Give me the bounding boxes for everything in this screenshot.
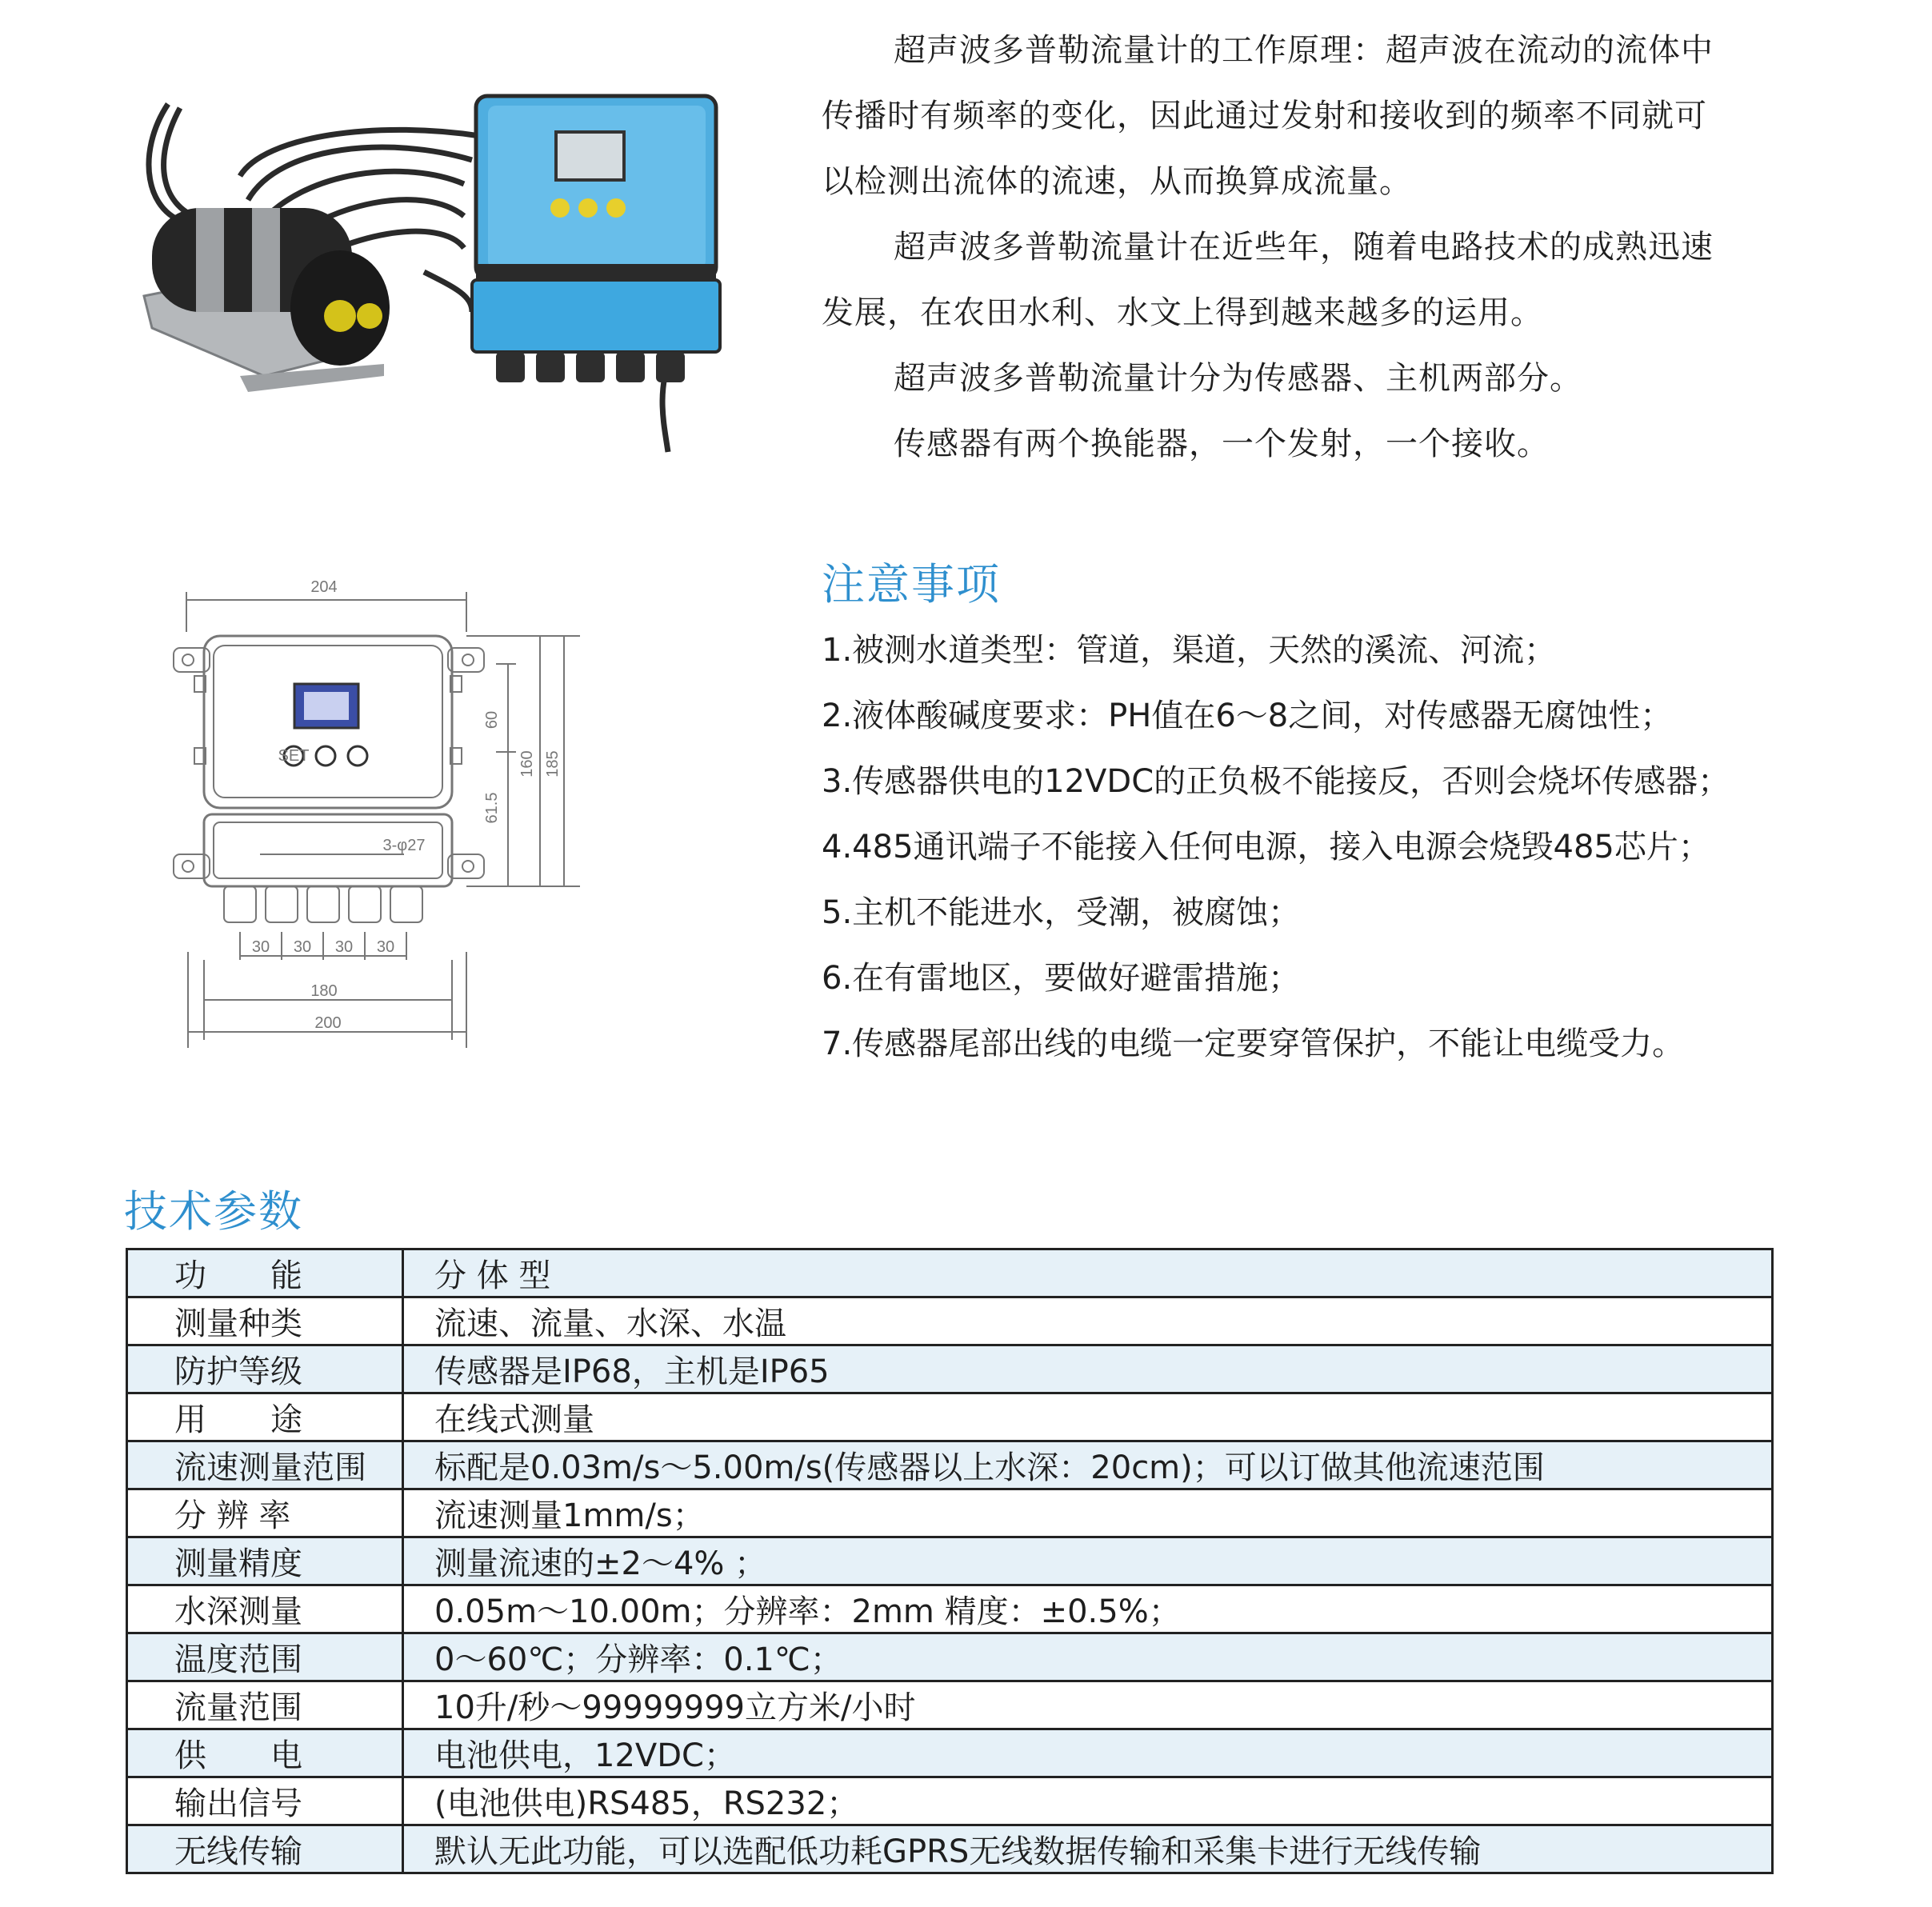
- spec-key: 流速测量范围: [127, 1441, 403, 1489]
- notes-title: 注意事项: [822, 559, 1001, 610]
- spec-key: 温度范围: [127, 1633, 403, 1681]
- dim-180-label: 180: [310, 982, 338, 1000]
- spec-value: 在线式测量: [403, 1393, 1773, 1441]
- spec-key: 功 能: [127, 1249, 403, 1297]
- table-row: [127, 1729, 1773, 1777]
- spec-key: 水深测量: [127, 1585, 403, 1633]
- spec-value: 0～60℃；分辨率：0.1℃；: [403, 1633, 1773, 1681]
- dim-30d-label: 30: [376, 938, 395, 956]
- table-row: [127, 1297, 1773, 1345]
- dim-185-label: 185: [544, 750, 562, 778]
- intro-section: [822, 18, 1782, 477]
- table-row: [127, 1633, 1773, 1681]
- intro-line: 传播时有频率的变化，因此通过发射和接收到的频率不同就可: [822, 98, 1707, 134]
- spec-value: 传感器是IP68，主机是IP65: [403, 1345, 1773, 1393]
- product-photo: [120, 88, 744, 464]
- spec-key: 防护等级: [127, 1345, 403, 1393]
- note-item: 2.液体酸碱度要求：PH值在6～8之间，对传感器无腐蚀性；: [822, 698, 1673, 734]
- spec-value: 0.05m～10.00m；分辨率：2mm 精度：±0.5%；: [403, 1585, 1773, 1633]
- table-row: [127, 1441, 1773, 1489]
- note-item: 4.485通讯端子不能接入任何电源，接入电源会烧毁485芯片；: [822, 829, 1710, 866]
- intro-line: 超声波多普勒流量计在近些年，随着电路技术的成熟迅速: [894, 229, 1714, 266]
- intro-line: 超声波多普勒流量计分为传感器、主机两部分。: [894, 360, 1582, 397]
- spec-key: 流量范围: [127, 1681, 403, 1729]
- table-row: [127, 1249, 1773, 1297]
- note-item: 1.被测水道类型：管道，渠道，天然的溪流、河流；: [822, 632, 1557, 669]
- table-row: [127, 1585, 1773, 1633]
- dim-200-label: 200: [314, 1014, 342, 1032]
- table-row: [127, 1489, 1773, 1537]
- table-row: [127, 1825, 1773, 1873]
- spec-key: 无线传输: [127, 1825, 403, 1873]
- dim-160-label: 160: [518, 750, 536, 778]
- table-row: [127, 1345, 1773, 1393]
- dim-60-label: 60: [483, 710, 501, 730]
- spec-value: 10升/秒～99999999立方米/小时: [403, 1681, 1773, 1729]
- table-row: [127, 1681, 1773, 1729]
- spec-value: 默认无此功能，可以选配低功耗GPRS无线数据传输和采集卡进行无线传输: [403, 1825, 1773, 1873]
- spec-value: 流速测量1mm/s；: [403, 1489, 1773, 1537]
- spec-key: 供 电: [127, 1729, 403, 1777]
- dim-30a-label: 30: [251, 938, 270, 956]
- dimension-drawing: [164, 560, 596, 1056]
- table-row: [127, 1393, 1773, 1441]
- table-row: [127, 1777, 1773, 1825]
- spec-value: 电池供电，12VDC；: [403, 1729, 1773, 1777]
- dim-61-5-label: 61.5: [483, 792, 501, 824]
- notes-list: [822, 618, 1782, 1077]
- spec-value: 标配是0.03m/s～5.00m/s(传感器以上水深：20cm)；可以订做其他流速范围: [403, 1441, 1773, 1489]
- note-item: 3.传感器供电的12VDC的正负极不能接反，否则会烧坏传感器；: [822, 763, 1730, 800]
- intro-line: 传感器有两个换能器，一个发射，一个接收。: [894, 426, 1550, 462]
- table-row: [127, 1537, 1773, 1585]
- intro-line: 发展，在农田水利、水文上得到越来越多的运用。: [822, 294, 1543, 331]
- spec-value: (电池供电)RS485，RS232；: [403, 1777, 1773, 1825]
- spec-key: 测量精度: [127, 1537, 403, 1585]
- note-item: 6.在有雷地区，要做好避雷措施；: [822, 960, 1301, 997]
- intro-line: 超声波多普勒流量计的工作原理：超声波在流动的流体中: [894, 32, 1714, 69]
- spec-key: 输出信号: [127, 1777, 403, 1825]
- spec-key: 分 辨 率: [127, 1489, 403, 1537]
- hole-label: 3-φ27: [382, 837, 426, 854]
- dim-30c-label: 30: [334, 938, 354, 956]
- spec-value: 流速、流量、水深、水温: [403, 1297, 1773, 1345]
- note-item: 5.主机不能进水，受潮，被腐蚀；: [822, 894, 1301, 931]
- spec-key: 用 途: [127, 1393, 403, 1441]
- spec-value: 分 体 型: [403, 1249, 1773, 1297]
- dim-top-label: 204: [310, 578, 338, 596]
- set-button-label: SET: [278, 747, 310, 765]
- specs-table: [126, 1248, 1774, 1874]
- dim-30b-label: 30: [293, 938, 312, 956]
- specs-title: 技术参数: [124, 1186, 303, 1237]
- spec-value: 测量流速的±2～4% ；: [403, 1537, 1773, 1585]
- spec-key: 测量种类: [127, 1297, 403, 1345]
- intro-line: 以检测出流体的流速，从而换算成流量。: [822, 163, 1412, 200]
- note-item: 7.传感器尾部出线的电缆一定要穿管保护，不能让电缆受力。: [822, 1025, 1685, 1062]
